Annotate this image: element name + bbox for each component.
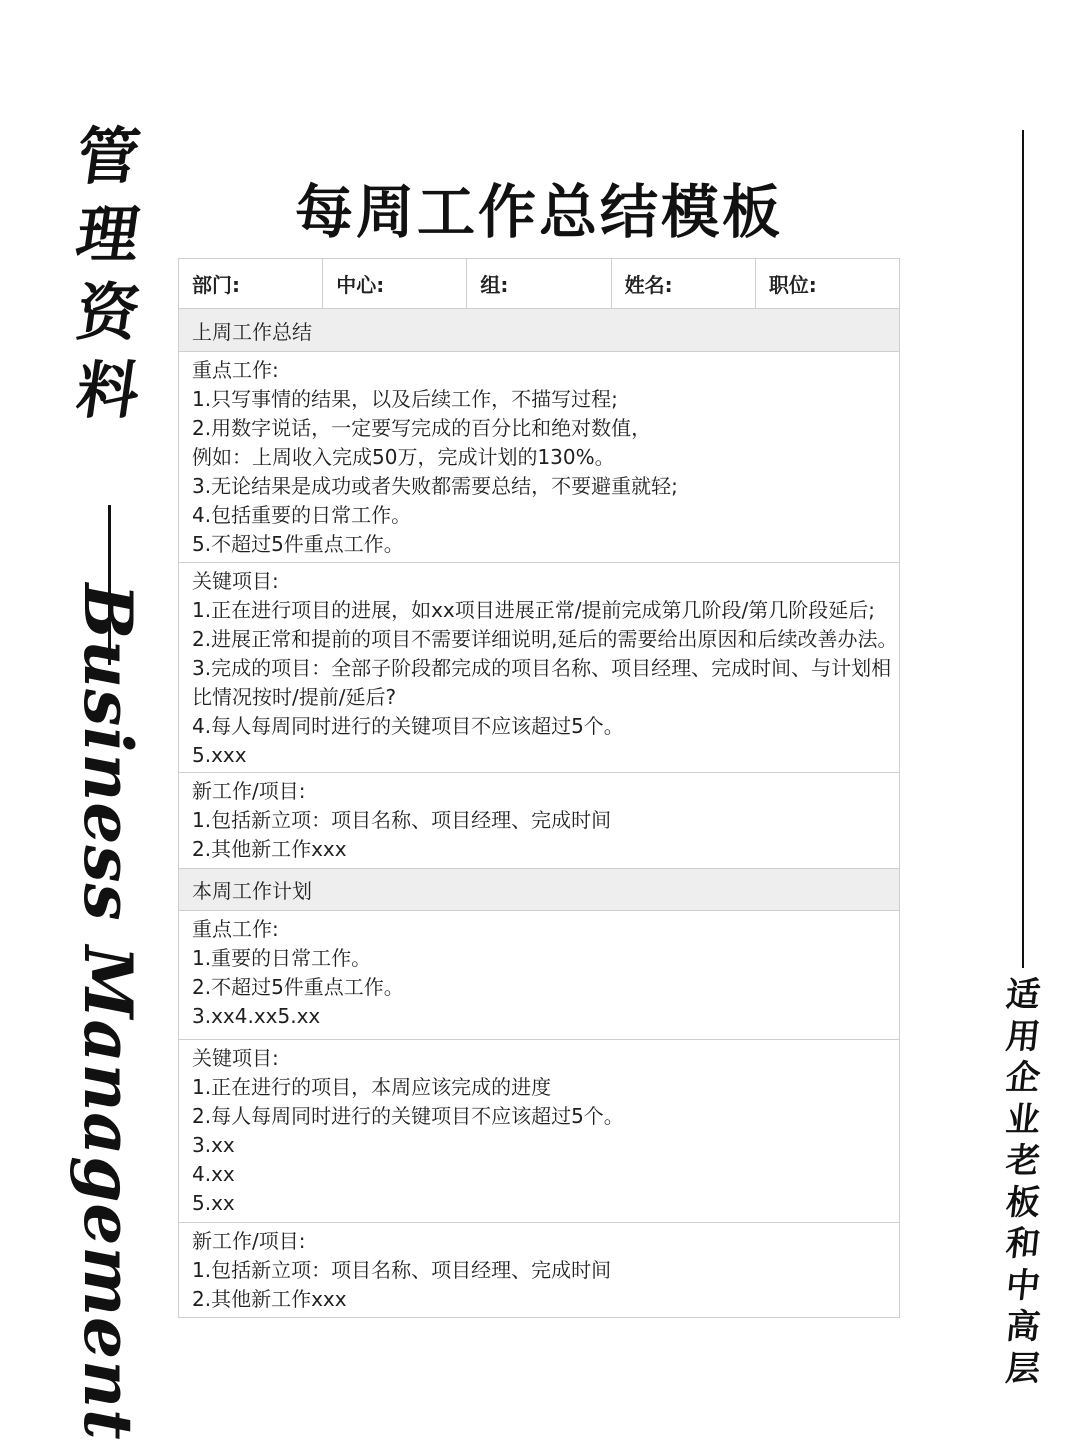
summary-table: [178, 258, 900, 1318]
block-last-week-key-work[interactable]: [179, 352, 899, 563]
block-this-week-key-projects[interactable]: [179, 1040, 899, 1223]
block-line: 2.进展正常和提前的项目不需要详细说明,延后的需要给出原因和后续改善办法。: [192, 627, 898, 651]
side-subtitle-char: 企: [1003, 1058, 1043, 1098]
block-line: 3.无论结果是成功或者失败都需要总结，不要避重就轻;: [192, 474, 678, 498]
block-this-week-key-work[interactable]: [179, 911, 899, 1040]
block-line: 2.每人每周同时进行的关键项目不应该超过5个。: [192, 1104, 624, 1128]
side-title-vertical: [68, 118, 148, 430]
field-group[interactable]: 组:: [467, 259, 611, 308]
block-line: 3.xx: [192, 1133, 235, 1157]
side-subtitle-char: 适: [1003, 975, 1043, 1015]
side-subtitle-char: 用: [1003, 1016, 1043, 1057]
block-line: 2.其他新工作xxx: [192, 1287, 347, 1311]
block-line: 1.正在进行项目的进展，如xx项目进展正常/提前完成第几阶段/第几阶段延后;: [192, 598, 875, 622]
side-subtitle-char: 业: [1003, 1099, 1043, 1140]
block-line: 1.包括新立项：项目名称、项目经理、完成时间: [192, 1258, 612, 1282]
block-last-week-new-work[interactable]: [179, 773, 899, 869]
block-line: 1.正在进行的项目，本周应该完成的进度: [192, 1075, 552, 1099]
block-line: 2.不超过5件重点工作。: [192, 975, 404, 999]
side-subtitle-char: 中: [1003, 1265, 1043, 1306]
field-department[interactable]: 部门:: [179, 259, 323, 308]
section-header-this-week: 本周工作计划: [179, 869, 899, 911]
side-subtitle-char: 和: [1003, 1224, 1043, 1264]
block-this-week-new-work[interactable]: [179, 1223, 899, 1317]
side-subtitle-char: 老: [1003, 1141, 1043, 1181]
side-subtitle-char: 层: [1003, 1348, 1043, 1389]
field-name[interactable]: 姓名:: [612, 259, 756, 308]
block-line: 1.包括新立项：项目名称、项目经理、完成时间: [192, 808, 612, 832]
section-header-last-week: 上周工作总结: [179, 309, 899, 352]
page-title: 每周工作总结模板: [294, 178, 783, 246]
side-title-char: 管: [71, 120, 145, 193]
block-line: 4.每人每周同时进行的关键项目不应该超过5个。: [192, 714, 624, 738]
block-line: 例如：上周收入完成50万，完成计划的130%。: [192, 445, 615, 469]
block-line: 4.xx: [192, 1162, 235, 1186]
block-title: 关键项目:: [192, 1046, 279, 1070]
block-line: 2.用数字说话，一定要写完成的百分比和绝对数值，: [192, 416, 652, 440]
side-title-char: 料: [71, 354, 145, 427]
block-line: 5.xx: [192, 1191, 235, 1215]
block-line: 5.不超过5件重点工作。: [192, 532, 404, 556]
side-script-text: Business Management: [69, 583, 147, 1441]
side-subtitle-char: 板: [1003, 1182, 1043, 1223]
side-title-char: 理: [71, 198, 145, 271]
block-title: 重点工作:: [192, 917, 279, 941]
block-title: 新工作/项目:: [192, 1229, 306, 1253]
field-center[interactable]: 中心:: [323, 259, 467, 308]
side-subtitle-vertical: [1000, 975, 1046, 1390]
block-line: 4.包括重要的日常工作。: [192, 503, 412, 527]
block-line: 3.完成的项目：全部子阶段都完成的项目名称、项目经理、完成时间、与计划相: [192, 656, 892, 680]
info-row: [179, 259, 899, 309]
field-position[interactable]: 职位:: [768, 273, 817, 297]
side-subtitle-char: 高: [1003, 1307, 1043, 1347]
block-last-week-key-projects[interactable]: [179, 563, 899, 773]
block-line: 比情况按时/提前/延后?: [192, 685, 397, 709]
block-title: 新工作/项目:: [192, 779, 306, 803]
block-line: 1.只写事情的结果，以及后续工作，不描写过程;: [192, 387, 618, 411]
side-title-char: 资: [71, 276, 145, 349]
right-divider: [1022, 130, 1024, 968]
block-line: 1.重要的日常工作。: [192, 946, 372, 970]
block-line: 3.xx4.xx5.xx: [192, 1004, 321, 1028]
block-line: 2.其他新工作xxx: [192, 837, 347, 861]
block-line: 5.xxx: [192, 743, 247, 767]
block-title: 关键项目:: [192, 569, 279, 593]
block-title: 重点工作:: [192, 358, 279, 382]
